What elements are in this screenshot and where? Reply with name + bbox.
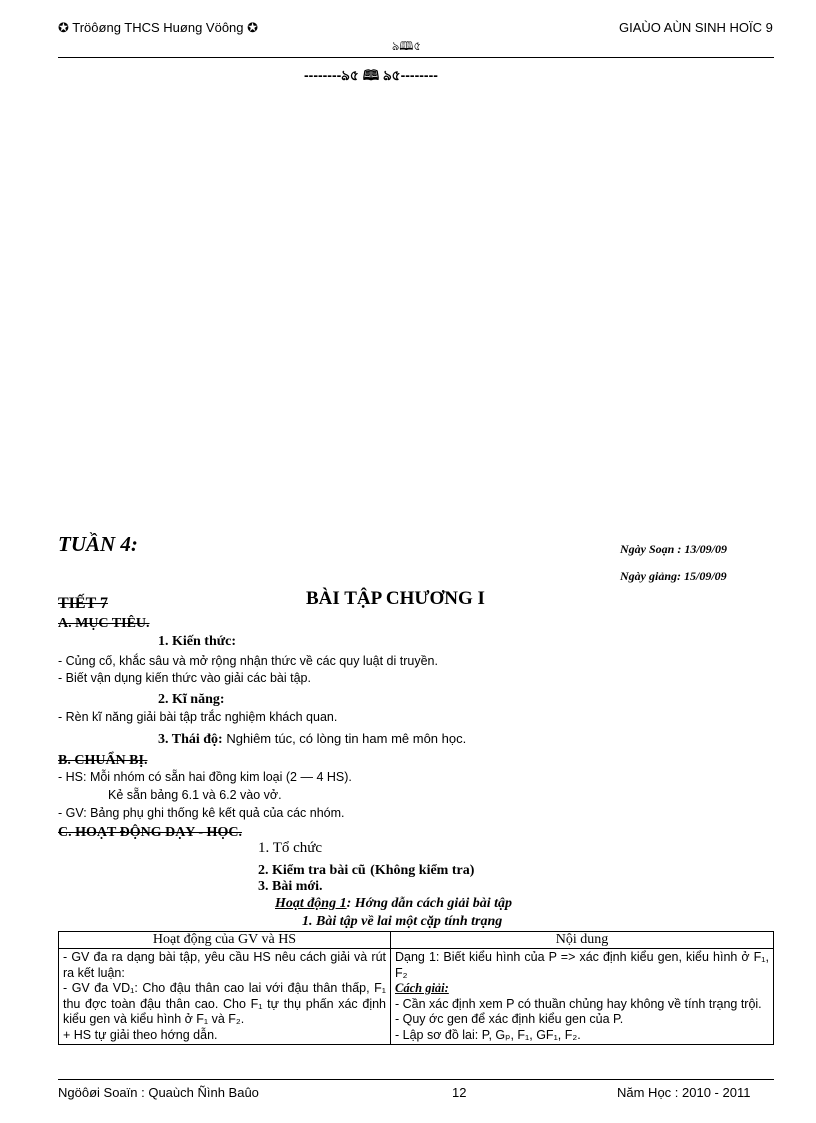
knowledge-item-1: - Củng cố, khắc sâu và mở rộng nhận thức về các quy luật di truyền. [58, 654, 438, 668]
page-title: BÀI TẬP CHƯƠNG I [306, 588, 485, 609]
skill-heading: 2. Kĩ năng: [158, 692, 225, 707]
section-a-heading: A. MỤC TIÊU. [58, 616, 150, 631]
footer-school-year: Năm Học : 2010 - 2011 [617, 1085, 751, 1100]
attitude-line [158, 731, 466, 748]
skill-item-1: - Rèn kĩ năng giải bài tập trắc nghiệm khách quan. [58, 710, 338, 724]
header-school: ✪ Tröôøng THCS Huøng Vöông ✪ [58, 20, 259, 35]
prep-item-1: - HS: Mỗi nhóm có sẵn hai đồng kim loại (2 — 4 HS). [58, 770, 352, 784]
new-lesson-step: 3. Bài mới. [258, 879, 323, 894]
header-divider-ornament: --------ঌ৫ 🕮 ঌ৫-------- [304, 67, 438, 83]
activity-heading [275, 896, 512, 912]
review-step [258, 862, 474, 879]
exercise-heading: 1. Bài tập về lai một cặp tính trạng [302, 914, 503, 929]
content-line: - Quy ớc gen để xác định kiểu gen của P. [395, 1012, 624, 1026]
activity-label: Hoạt động 1 [275, 896, 347, 911]
section-c-heading: C. HOẠT ĐỘNG DẠY - HỌC. [58, 825, 242, 840]
table-row [59, 949, 774, 1045]
table-header-row [59, 932, 774, 949]
footer-author: Ngöôøi Soaïn : Quaùch Ñình Baûo [58, 1085, 259, 1100]
header-rule [58, 57, 774, 58]
col-header-activities: Hoạt động của GV và HS [59, 932, 391, 949]
header-ornament: ঌ🕮৫ [392, 39, 422, 53]
attitude-heading: 3. Thái độ: [158, 732, 223, 747]
activity-text: : Hớng dẫn cách giải bài tập [346, 896, 512, 911]
teach-date: Ngày giảng: 15/09/09 [620, 569, 727, 583]
section-b-heading: B. CHUẨN BỊ. [58, 753, 148, 768]
content-line: Cách giải: [395, 981, 449, 995]
review-step-note: (Không kiểm tra) [370, 863, 475, 878]
col-header-content: Nội dung [391, 932, 774, 949]
lesson-table [58, 931, 774, 1045]
content-cell [391, 949, 774, 1045]
content-line: - Cần xác định xem P có thuần chủng hay không về tính trạng trội. [395, 996, 762, 1011]
week-label: TUẦN 4: [58, 532, 138, 556]
activity-line: + HS tự giải theo hớng dẫn. [63, 1027, 218, 1042]
content-line: - Lập sơ đồ lai: P, Gₚ, F₁, GF₁, F₂. [395, 1027, 581, 1042]
review-step-label: 2. Kiểm tra bài cũ [258, 863, 366, 878]
prep-item-2: Kẻ sẵn bảng 6.1 và 6.2 vào vở. [108, 788, 282, 802]
content-line: Dạng 1: Biết kiểu hình của P => xác định kiểu gen, kiểu hình ở F₁, F₂ [395, 950, 769, 980]
knowledge-heading: 1. Kiến thức: [158, 634, 237, 649]
header-subject: GIAÙO AÙN SINH HOÏC 9 [619, 20, 773, 35]
knowledge-item-2: - Biết vận dụng kiến thức vào giải các bài tập. [58, 671, 311, 685]
prep-date: Ngày Soạn : 13/09/09 [620, 542, 728, 556]
activities-cell [59, 949, 391, 1045]
activity-line: - GV đa VD₁: Cho đậu thân cao lai với đậu thân thấp, F₁ thu đợc toàn đậu thân cao. Cho F₁ tự thụ phấn xác định kiểu gen và kiểu hình ở F₁ và F₂. [63, 981, 386, 1026]
footer-rule [58, 1079, 774, 1080]
attitude-text: Nghiêm túc, có lòng tin ham mê môn học. [222, 731, 467, 746]
page-number: 12 [452, 1085, 467, 1100]
period-label: TIẾT 7 [58, 595, 108, 612]
prep-item-3: - GV: Bảng phụ ghi thống kê kết quả của các nhóm. [58, 806, 345, 820]
org-step: 1. Tổ chức [258, 840, 323, 856]
activity-line: - GV đa ra dạng bài tập, yêu cầu HS nêu cách giải và rút ra kết luận: [63, 950, 386, 980]
